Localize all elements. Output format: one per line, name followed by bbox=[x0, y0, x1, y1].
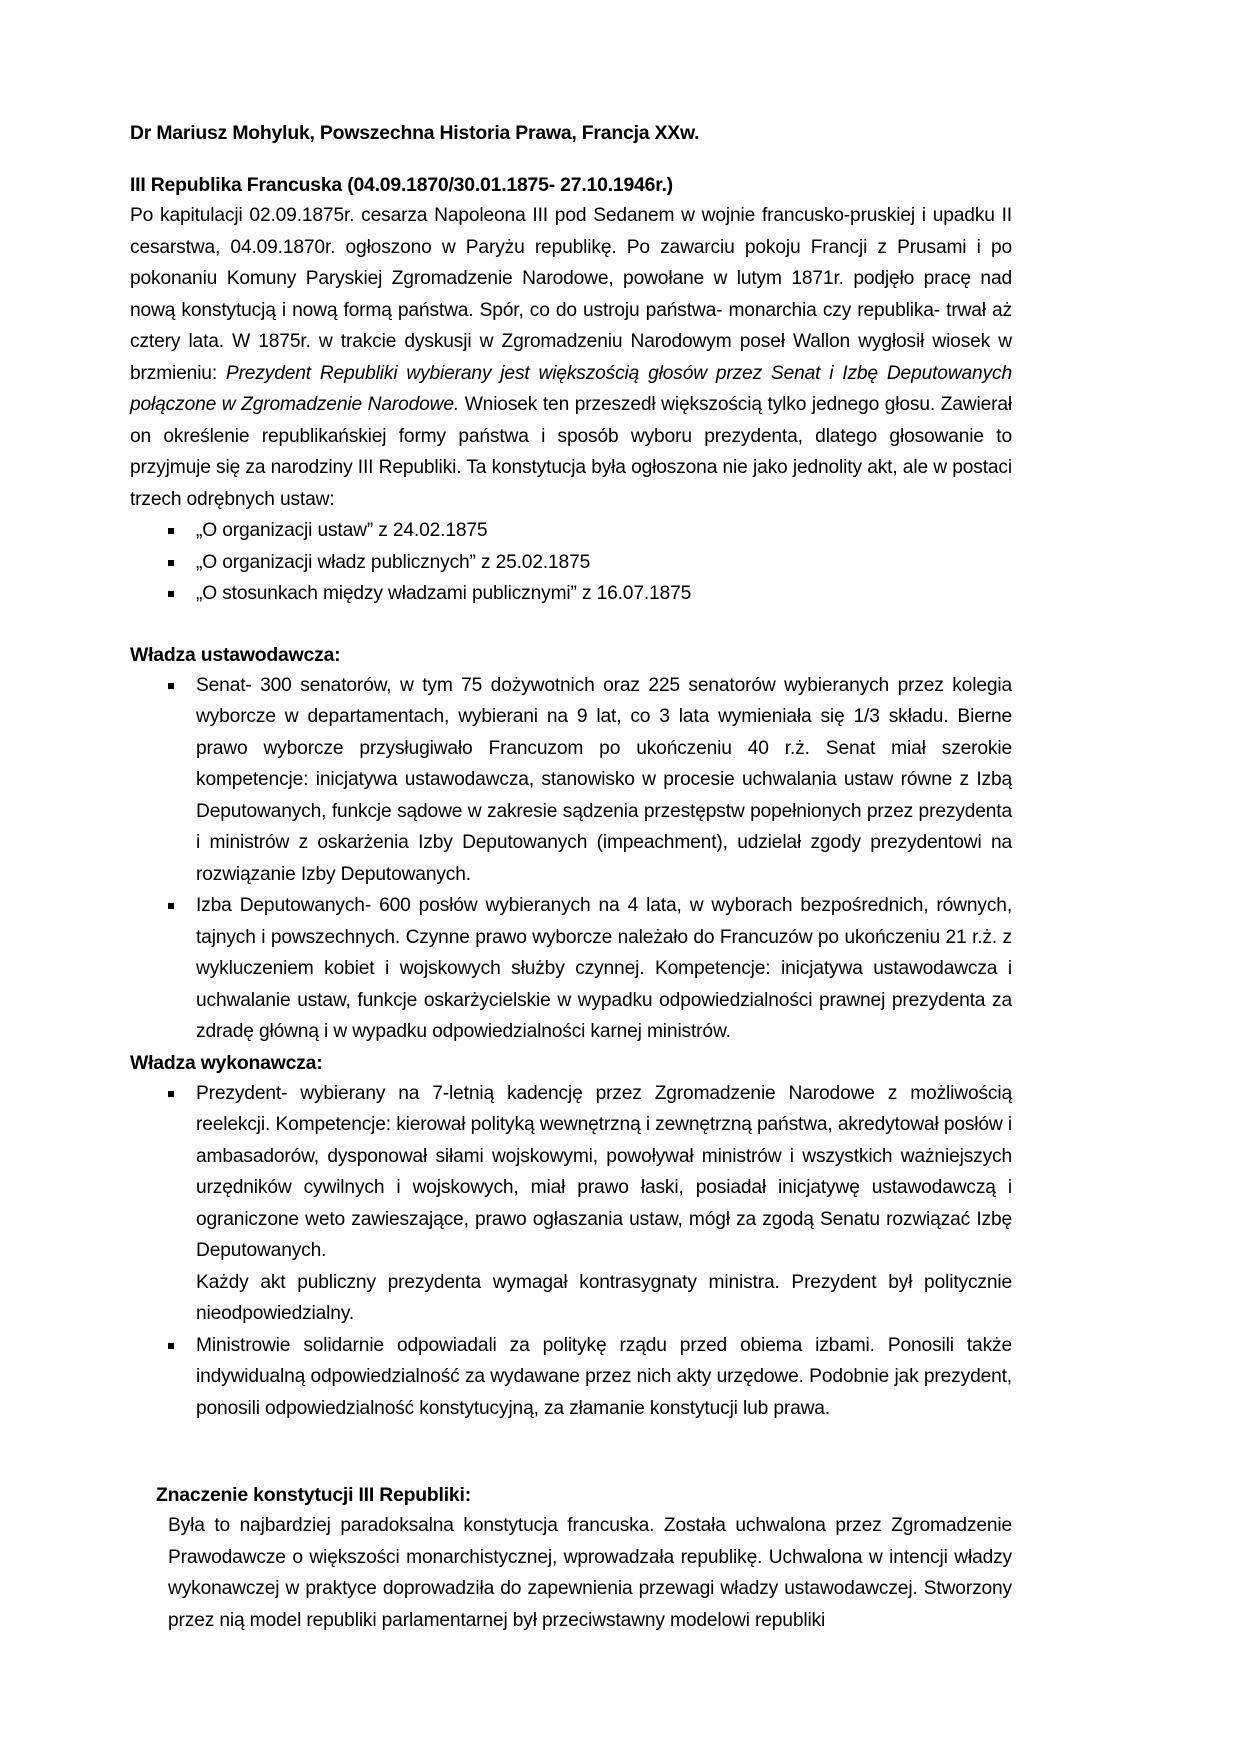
bullet-dot-icon bbox=[168, 683, 174, 689]
legislative-list bbox=[130, 670, 1012, 1048]
spacer bbox=[130, 1424, 1012, 1480]
bullet-dot-icon bbox=[168, 560, 174, 566]
spacer bbox=[130, 610, 1012, 640]
list-item bbox=[130, 670, 1012, 891]
list-item bbox=[130, 547, 1012, 579]
bullet-dot-icon bbox=[168, 1343, 174, 1349]
list-item bbox=[130, 890, 1012, 1048]
chamber-of-deputies-description: Izba Deputowanych- 600 posłów wybieranych na 4 lata, w wyborach bezpośrednich, równych, tajnych i powszechnych. Czynne prawo wyborcze należało do Francuzów po ukończeniu 21 r.ż. z wykluczeniem kobiet i wojskowych służby czynnej. Kompetencje: inicjatywa ustawodawcza i uchwalanie ustaw, funkcje oskarżycielskie w wypadku odpowiedzialności prawnej prezydenta za zdradę główną i w wypadku odpowiedzialności karnej ministrów. bbox=[196, 895, 1012, 1042]
law-label: „O stosunkach między władzami publicznymi” z 16.07.1875 bbox=[196, 583, 692, 604]
executive-list bbox=[130, 1078, 1012, 1267]
law-label: „O organizacji władz publicznych” z 25.02.1875 bbox=[196, 551, 591, 573]
bullet-dot-icon bbox=[168, 591, 174, 597]
list-item bbox=[130, 1078, 1012, 1267]
heading-significance: Znaczenie konstytucji III Republiki: bbox=[156, 1484, 471, 1506]
intro-paragraph bbox=[130, 200, 1012, 515]
heading-executive-power: Władza wykonawcza: bbox=[130, 1051, 323, 1074]
list-item bbox=[130, 515, 1012, 547]
ministers-list bbox=[130, 1330, 1012, 1425]
heading-legislative-power: Władza ustawodawcza: bbox=[130, 643, 341, 666]
section-title: III Republika Francuska (04.09.1870/30.01.1875- 27.10.1946r.) bbox=[130, 174, 673, 196]
bullet-dot-icon bbox=[168, 903, 174, 909]
laws-list bbox=[130, 515, 1012, 610]
law-label: „O organizacji ustaw” z 24.02.1875 bbox=[196, 520, 488, 541]
senate-description: Senat- 300 senatorów, w tym 75 dożywotnich oraz 225 senatorów wybieranych przez kolegia wyborcze w departamentach, wybierani na 9 lat, co 3 lata wymieniała się 1/3 składu. Bierne prawo wyborcze przysługiwało Francuzom po ukończeniu 40 r.ż. Senat miał szerokie kompetencje: inicjatywa ustawodawcza, stanowisko w procesie uchwalania ustaw równe z Izbą Deputowanych, funkcje sądowe w zakresie sądzenia przestępstw popełnionych przez prezydenta i ministrów z oskarżenia Izby Deputowanych (impeachment), udzielał zgody prezydentowi na rozwiązanie Izby Deputowanych. bbox=[196, 674, 1012, 885]
list-item bbox=[130, 578, 1012, 610]
document-header: Dr Mariusz Mohyluk, Powszechna Historia Prawa, Francja XXw. bbox=[130, 122, 700, 144]
bullet-dot-icon bbox=[168, 1091, 174, 1097]
president-countersignature-note: Każdy akt publiczny prezydenta wymagał kontrasygnaty ministra. Prezydent był politycznie nieodpowiedzialny. bbox=[196, 1271, 1012, 1324]
ministers-description: Ministrowie solidarnie odpowiadali za politykę rządu przed obiema izbami. Ponosili także indywidualną odpowiedzialność za wydawane przez nich akty urzędowe. Podobnie jak prezydent, ponosili odpowiedzialność konstytucyjną, za złamanie konstytucji lub prawa. bbox=[196, 1334, 1012, 1419]
bullet-dot-icon bbox=[168, 528, 174, 534]
president-description: Prezydent- wybierany na 7-letnią kadencję przez Zgromadzenie Narodowe z możliwością reelekcji. Kompetencje: kierował polityką wewnętrzną i zewnętrzną państwa, akredytował posłów i ambasadorów, dysponował siłami wojskowymi, powoływał ministrów i wszystkich ważniejszych urzędników cywilnych i wojskowych, miał prawo łaski, posiadał inicjatywę ustawodawczą i ograniczone weto zawieszające, prawo ogłaszania ustaw, mógł za zgodą Senatu rozwiązać Izbę Deputowanych. bbox=[196, 1082, 1012, 1261]
intro-text-part1: Po kapitulacji 02.09.1875r. cesarza Napoleona III pod Sedanem w wojnie francusko-pruskiej i upadku II cesarstwa, 04.09.1870r. ogłoszono w Paryżu republikę. Po zawarciu pokoju Francji z Prusami i po pokonaniu Komuny Paryskiej Zgromadzenie Narodowe, powołane w lutym 1871r. podjęło pracę nad nową konstytucją i nową formą państwa. Spór, co do ustroju państwa- monarchia czy republika- trwał aż cztery lata. W 1875r. w trakcie dyskusji w Zgromadzeniu Narodowym poseł Wallon wygłosił wiosek w brzmieniu: bbox=[130, 205, 1012, 384]
wallon-motion-quote: Prezydent Republiki wybierany jest większością głosów przez Senat i Izbę Deputowanych połączone w Zgromadzenie Narodowe. bbox=[130, 362, 1012, 415]
document-body bbox=[130, 118, 1012, 1636]
list-item bbox=[130, 1330, 1012, 1425]
significance-paragraph: Była to najbardziej paradoksalna konstytucja francuska. Została uchwalona przez Zgromadzenie Prawodawcze o większości monarchistycznej, wprowadzała republikę. Uchwalona w intencji władzy wykonawczej w praktyce doprowadziła do zapewnienia przewagi władzy ustawodawczej. Stworzony przez nią model republiki parlamentarnej był przeciwstawny modelowi republiki bbox=[168, 1515, 1012, 1631]
intro-text-part2: Wniosek ten przeszedł większością tylko jednego głosu. Zawierał on określenie republikańskiej formy państwa i sposób wyboru prezydenta, dlatego głosowanie to przyjmuje się za narodziny III Republiki. Ta konstytucja była ogłoszona nie jako jednolity akt, ale w postaci trzech odrębnych ustaw: bbox=[130, 394, 1012, 510]
